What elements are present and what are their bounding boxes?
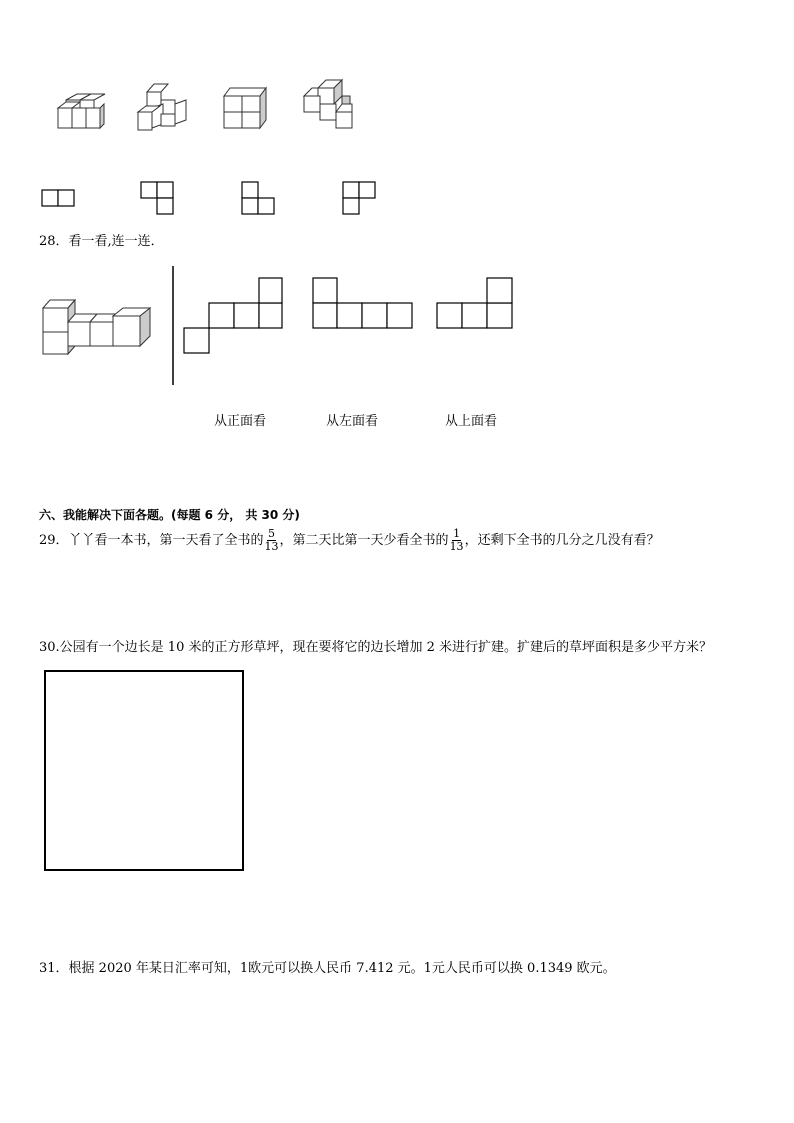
section-6-title: 六、我能解决下面各题。(每题 6 分， 共 30 分) bbox=[39, 508, 300, 522]
square-lawn-figure bbox=[44, 670, 244, 871]
view-figure-1 bbox=[42, 190, 74, 206]
fraction-5-13: $\frac{5}{13}$ bbox=[264, 527, 279, 553]
question-30: 30.公园有一个边长是 10 米的正方形草坪，现在要将它的边长增加 2 米进行扩建。扩建后的草坪面积是多少平方米？ bbox=[39, 640, 713, 655]
cube-figures-row bbox=[0, 0, 794, 230]
cube-figure-1 bbox=[58, 94, 105, 128]
view-option-c[interactable] bbox=[437, 278, 512, 328]
cube-figure-3 bbox=[224, 88, 266, 128]
view-label-top[interactable]: 从上面看 bbox=[445, 414, 498, 429]
question-28-label: 28．看一看,连一连． bbox=[39, 234, 164, 249]
view-label-left[interactable]: 从左面看 bbox=[326, 414, 379, 429]
question-31: 31．根据 2020 年某日汇率可知，1欧元可以换人民币 7.412 元。1元人民币可以换 0.1349 欧元。 bbox=[39, 961, 616, 976]
question-29-prefix: 29．丫丫看一本书，第一天看了全书的 bbox=[39, 533, 264, 548]
question-28-figures bbox=[0, 260, 794, 400]
view-label-front[interactable]: 从正面看 bbox=[214, 414, 267, 429]
question-29-suffix: ，还剩下全书的几分之几没有看？ bbox=[464, 533, 660, 548]
view-figure-2 bbox=[141, 182, 173, 214]
cube-figure-2 bbox=[138, 84, 186, 130]
view-option-a[interactable] bbox=[184, 278, 282, 353]
view-figure-4 bbox=[343, 182, 375, 214]
solid-figure bbox=[43, 300, 150, 354]
question-29 bbox=[39, 528, 660, 553]
fraction-1-13: $\frac{1}{13}$ bbox=[449, 527, 464, 553]
view-option-b[interactable] bbox=[313, 278, 412, 328]
cube-figure-4 bbox=[304, 80, 352, 128]
question-29-middle: ，第二天比第一天少看全书的 bbox=[279, 533, 449, 548]
view-figure-3 bbox=[242, 182, 274, 214]
